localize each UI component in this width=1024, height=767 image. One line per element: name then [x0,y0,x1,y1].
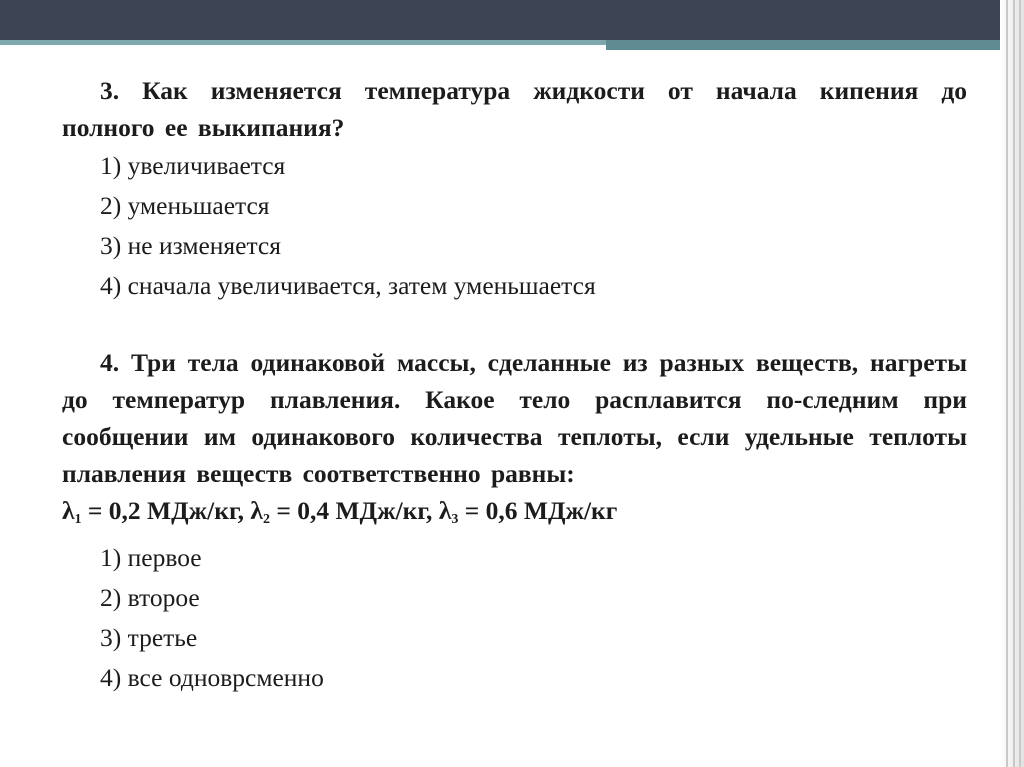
answer-option: 1) первое [100,543,202,572]
formula-value: = 0,2 МДж/кг, [81,496,251,525]
lambda-symbol: λ [250,496,263,525]
page-edge-stripe [1013,0,1015,767]
question-4-options [62,538,967,698]
formula-subscript: 1 [74,512,82,527]
answer-option: 3) не изменяется [100,231,281,260]
lambda-symbol: λ [438,496,452,525]
accent-block [606,40,1000,50]
answer-option: 1) увеличивается [100,151,286,180]
slide-content [62,72,967,698]
page-edge-stripe [1019,0,1021,767]
header-bar [0,0,1024,40]
page-edge-stripe [1006,0,1008,767]
answer-option: 2) уменьшается [100,191,270,220]
spacer [62,306,967,344]
question-3-options [62,146,967,306]
question-3-text: 3. Как изменяется температура жидкости от начала кипения до полного ее выкипания? [62,76,967,142]
formula-subscript: 2 [262,512,270,527]
answer-option: 4) все одноврсменно [100,663,324,692]
formula-subscript: 3 [451,512,459,527]
formula-value: = 0,4 МДж/кг, [269,496,439,525]
answer-option: 4) сначала увеличивается, затем уменьшается [100,271,596,300]
answer-option: 2) второе [100,583,200,612]
lambda-symbol: λ [62,496,75,525]
question-4-text: 4. Три тела одинаковой массы, сделанные из разных веществ, нагреты до температур плавления. Какое тело расплавится по-следним при сообщении им одинакового количества теплоты, если удельные теплоты плавления веществ соответственно равны: [62,348,967,488]
answer-option: 3) третье [100,623,198,652]
page-edge [1000,0,1024,767]
question-4-formula [62,492,967,538]
formula-value: = 0,6 МДж/кг [458,496,618,525]
